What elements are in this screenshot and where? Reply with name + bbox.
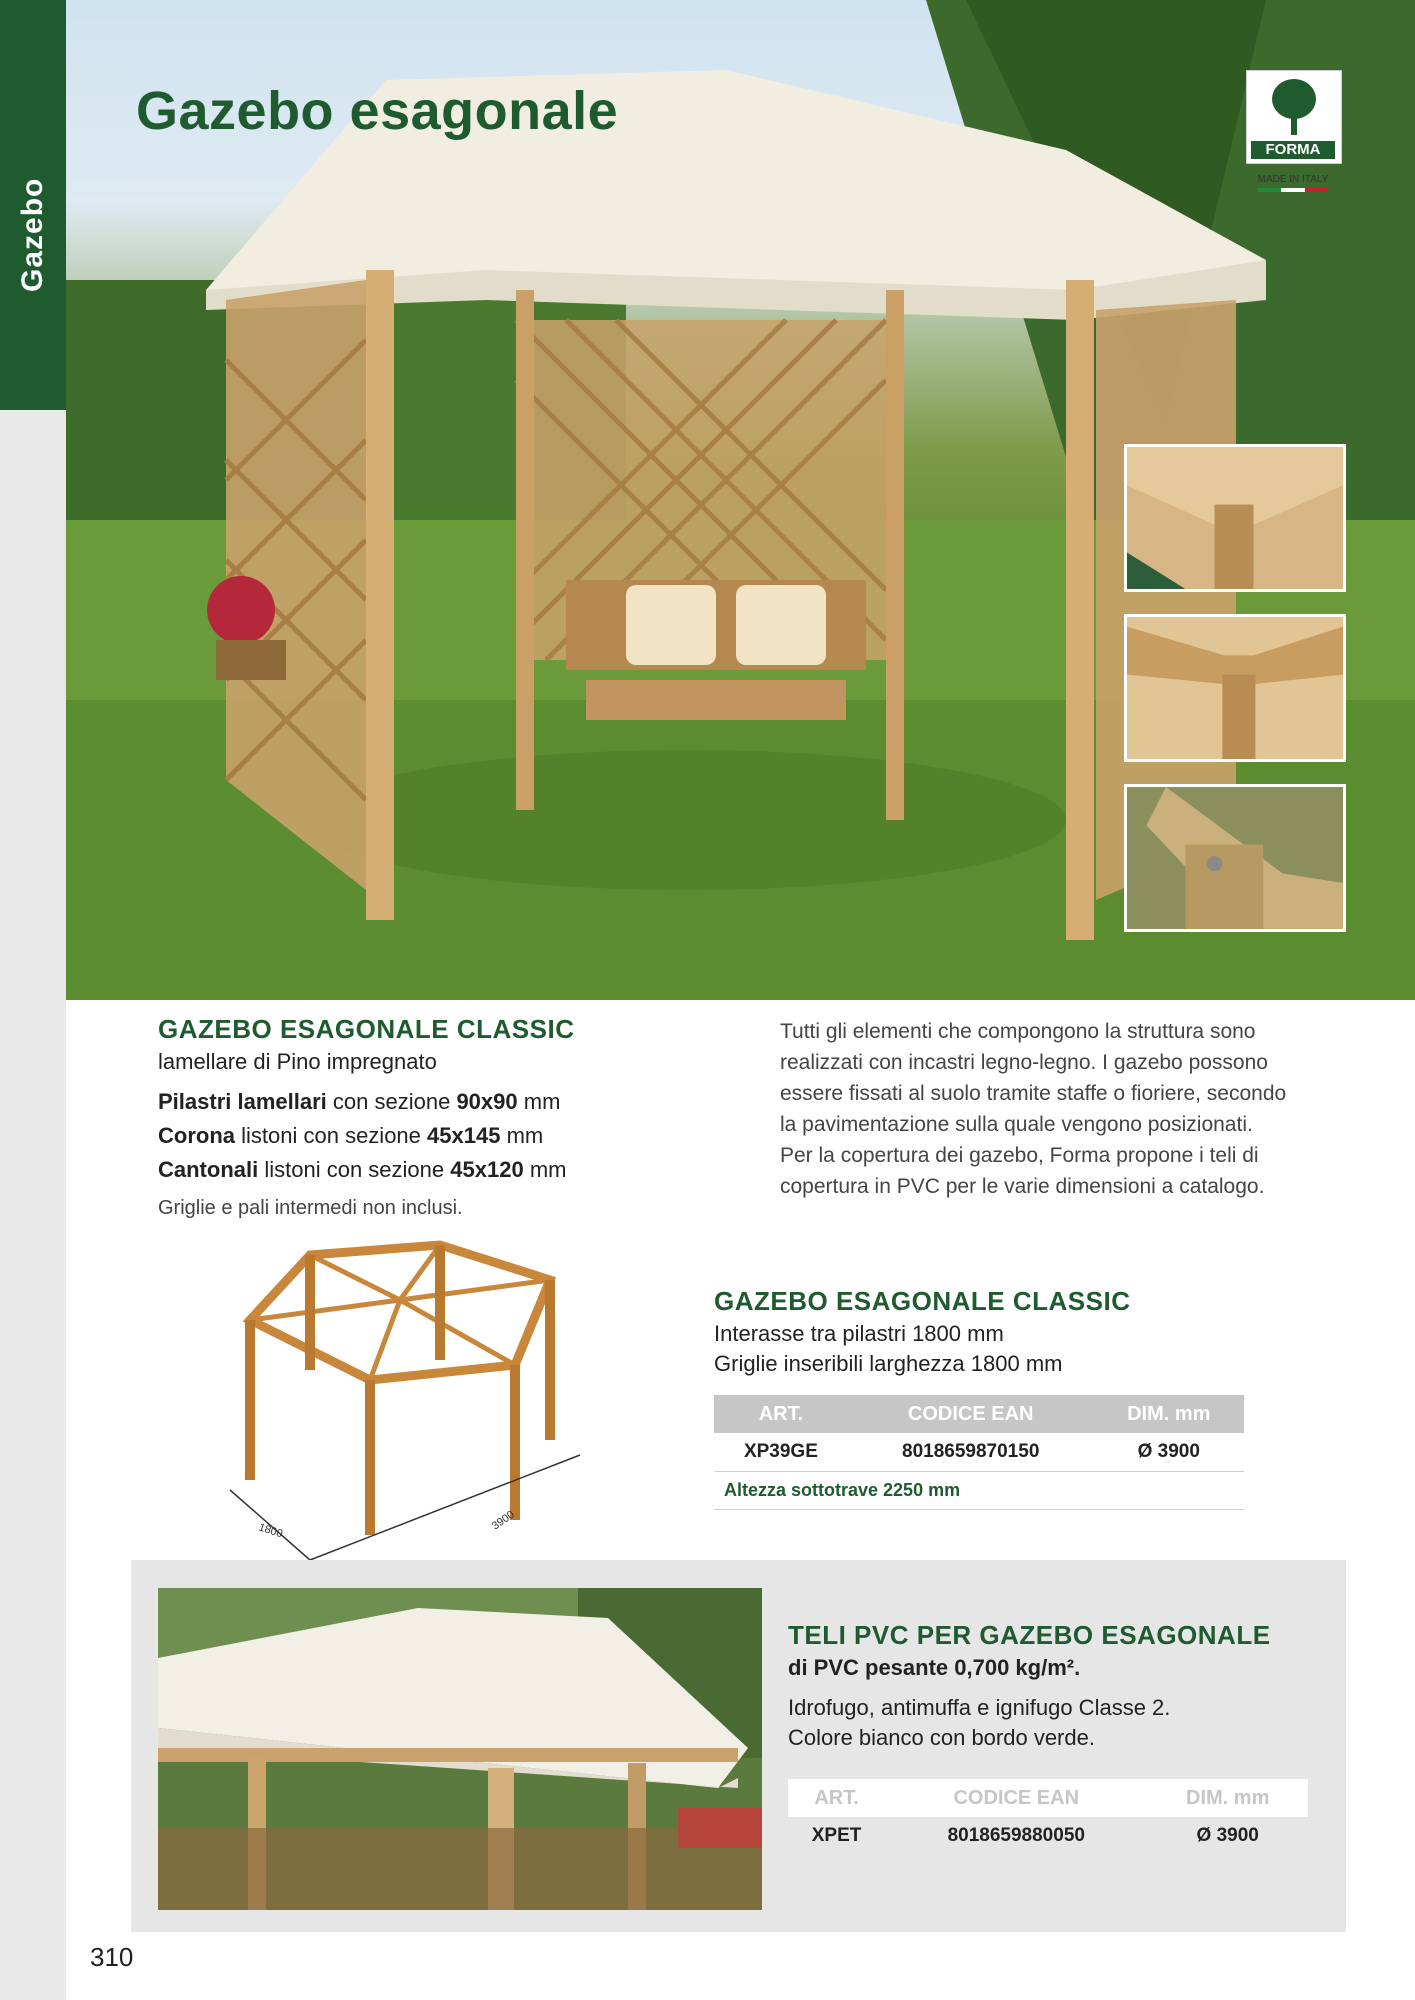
table-row [788, 1817, 1308, 1855]
spec-line: Griglie inseribili larghezza 1800 mm [714, 1351, 1063, 1376]
frame-diagram [210, 1230, 610, 1570]
detail-photo-joint-3 [1124, 784, 1346, 932]
table-cell: 8018659870150 [848, 1433, 1094, 1472]
column-header: CODICE EAN [848, 1395, 1094, 1433]
italian-flag-icon [1258, 188, 1328, 192]
dimension-diameter-label: 3900 [489, 1508, 517, 1533]
logo-wordmark: FORMA [1251, 141, 1335, 159]
column-header: CODICE EAN [885, 1779, 1147, 1817]
description-paragraph [780, 1016, 1320, 1202]
dimension-side-label: 1800 [257, 1521, 285, 1541]
description-line: Tutti gli elementi che compongono la struttura sono [780, 1020, 1256, 1043]
page-number: 310 [90, 1942, 134, 1972]
spec-note: Altezza sottotrave 2250 mm [714, 1472, 1244, 1510]
pvc-cover-photo [158, 1588, 762, 1910]
pvc-heading: TELI PVC PER GAZEBO ESAGONALE [788, 1620, 1271, 1650]
table-cell: Ø 3900 [1196, 1825, 1259, 1846]
table-cell: XPET [811, 1825, 862, 1846]
spec-line-pilastri: Pilastri lamellari con sezione 90x90 mm [158, 1089, 561, 1114]
section-tab-label: Gazebo [16, 177, 49, 292]
spec-heading: GAZEBO ESAGONALE CLASSIC [714, 1286, 1131, 1316]
description-line: essere fissati al suolo tramite staffe o fioriere, secondo [780, 1082, 1287, 1105]
description-line: copertura in PVC per le varie dimensioni a catalogo. [780, 1175, 1265, 1198]
tree-icon [1270, 77, 1318, 137]
detail-photo-joint-2 [1124, 614, 1346, 762]
intro-heading: GAZEBO ESAGONALE CLASSIC [158, 1014, 575, 1044]
made-in-italy: MADE IN ITALY [1257, 174, 1329, 185]
detail-photo-joint-1 [1124, 444, 1346, 592]
spec-line: Interasse tra pilastri 1800 mm [714, 1321, 1004, 1346]
spec-line-cantonali: Cantonali listoni con sezione 45x120 mm [158, 1157, 567, 1182]
intro-note: Griglie e pali intermedi non inclusi. [158, 1197, 463, 1219]
column-header: DIM. mm [1147, 1779, 1308, 1817]
table-cell: Ø 3900 [1094, 1433, 1244, 1472]
product-spec-block [714, 1286, 1244, 1510]
pvc-line: Idrofugo, antimuffa e ignifugo Classe 2. [788, 1695, 1171, 1720]
pvc-cover-text [788, 1620, 1308, 1855]
column-header: ART. [788, 1779, 885, 1817]
section-tab [0, 0, 66, 410]
forma-logo [1246, 70, 1342, 164]
description-line: Per la copertura dei gazebo, Forma propone i teli di [780, 1144, 1259, 1167]
intro-subheading: lamellare di Pino impregnato [158, 1049, 437, 1074]
column-header: ART. [714, 1395, 848, 1433]
intro-block [158, 1014, 718, 1220]
table-header-row [714, 1395, 1244, 1433]
description-line: la pavimentazione sulla quale vengono posizionati. [780, 1113, 1253, 1136]
spec-line-corona: Corona listoni con sezione 45x145 mm [158, 1123, 544, 1148]
pvc-subheading: di PVC pesante 0,700 kg/m². [788, 1655, 1081, 1680]
spec-table [714, 1395, 1244, 1472]
page-title: Gazebo esagonale [136, 81, 619, 141]
column-header: DIM. mm [1094, 1395, 1244, 1433]
table-cell: 8018659880050 [947, 1825, 1085, 1846]
table-cell: XP39GE [714, 1433, 848, 1472]
table-row [714, 1433, 1244, 1472]
description-line: realizzati con incastri legno-legno. I gazebo possono [780, 1051, 1268, 1074]
pvc-table [788, 1779, 1308, 1855]
pvc-line: Colore bianco con bordo verde. [788, 1725, 1095, 1750]
table-header-row [788, 1779, 1308, 1817]
